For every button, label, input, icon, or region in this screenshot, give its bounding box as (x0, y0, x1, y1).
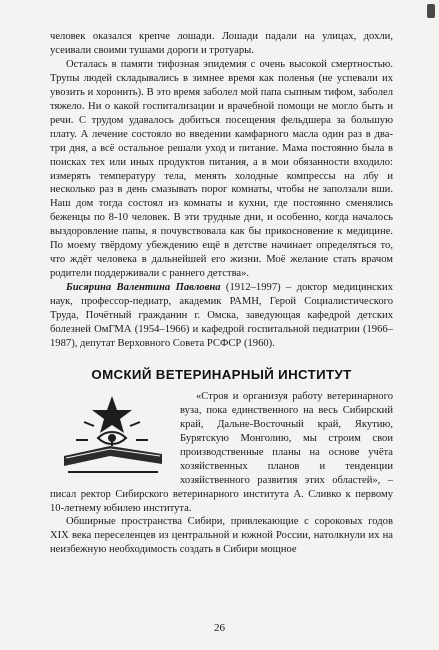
institute-emblem-icon (54, 392, 172, 482)
page-number: 26 (214, 622, 225, 634)
biography-name: Бисярина Валентина Павловна (66, 282, 221, 294)
biography-note (50, 281, 393, 351)
paragraph-continuation: человек оказался крепче лошади. Лошади падали на улицах, дохли, усеивали своими тушами дороги и тротуары. (50, 31, 393, 56)
scan-corner-mark (427, 4, 435, 18)
section-heading: ОМСКИЙ ВЕТЕРИНАРНЫЙ ИНСТИТУТ (91, 366, 352, 382)
biography-text: (1912–1997) – доктор медицинских наук, профессор-педиатр, академик РАМН, Герой Социалистического Труда, Почётный гражданин г. Омска, заведующая кафедрой детских болезней ОмГМА (1954–1966) и кафедрой госпитальной педиатрии (1966–1987), депутат Верховного Совета РСФСР (1960). (50, 282, 394, 349)
paragraph-final: Обширные пространства Сибири, привлекающие с сороковых годов XIX века переселенцев из центральной и южной России, натолкнули их на неизбежную необходимость создать в Сибири мощное (50, 516, 393, 556)
quote-text: «Строя и организуя работу ветеринарного вуза, пока единственного на весь Сибирский край, Дальне-Восточный край, Якутию, Бурятскую Монголию, мы строим свои производственные планы на основе учёта хозяйственных планов и тенденции хозяйственного развития этих областей», – писал ректор Сибирского ветеринарного института А. Сливко к первому 10-летнему юбилею института. (50, 390, 393, 514)
document-page (50, 30, 393, 557)
paragraph-memoir: Осталась в памяти тифозная эпидемия с очень высокой смертностью. Трупы людей складывались в зимнее время как поленья (не успевали их увозить и хоронить). В это время заболел мой папа сыпным тифом, заболел тяжело. Ни о какой госпитализации и врачебной помощи не могло быть и речи. С трудом удавалось добиться посещения фельдшера за большую плату. А лечение состояло во введении камфарного масла один раз в два-три дня, а всё остальное решали уход и питание. Мама постоянно была в поисках тех или иных продуктов питания, а в мои обязанности входило: измерять температуру тела, менять холодные компрессы на лбу и несколько раз в день смазывать порог комнаты, чтобы не заползали вши. Наш дом тогда состоял из комнаты и кухни, где постоянно сменялись беженцы по 8-10 человек. В эти трудные дни, и особенно, когда началось выздоровление папы, я почувствовала как бы прикосновение к медицине. По моему твёрдому убеждению ещё в детстве начинает определяться то, что ждёт человека в дальнейшей его жизни. Моё желание стать врачом родители поддерживали с раннего детства». (50, 58, 393, 280)
quote-block (50, 390, 393, 516)
